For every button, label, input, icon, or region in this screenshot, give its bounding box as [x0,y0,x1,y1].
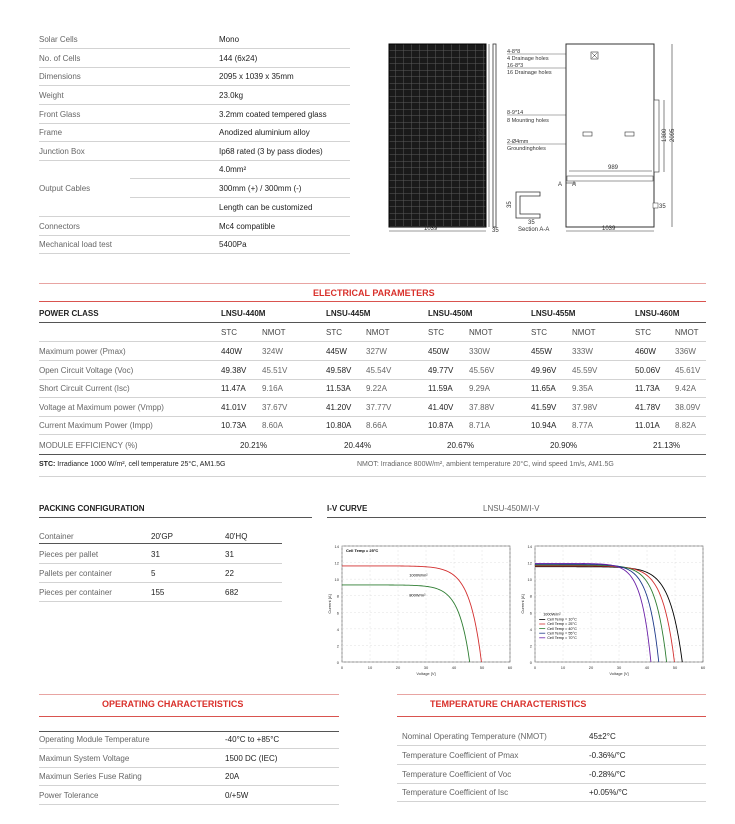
legend-entry: Cell Temp = 40°C [547,626,577,631]
mount-note: 8-9*14 [507,110,524,116]
iv-model: LNSU-450M/I-V [483,504,540,513]
electrical-row-label: Open Circuit Voltage (Voc) [39,366,134,375]
curve-label: 800W/m² [409,592,426,598]
mount-note: 8 Mounting holes [507,118,549,124]
back-width-label: 1039 [602,226,616,232]
divider [130,178,350,179]
stc-value: 49.58V [326,366,352,375]
packing-value: 682 [225,588,239,597]
y-tick-label: 14 [334,544,339,549]
divider [39,582,282,583]
nmot-value: 8.66A [366,421,387,430]
stc-value: 10.87A [428,421,454,430]
y-tick-label: 10 [527,577,532,583]
stc-value: 50.06V [635,366,661,375]
temperature-title: TEMPERATURE CHARACTERISTICS [430,699,587,709]
spec-value: 4.0mm² [219,165,247,174]
packing-header: 20'GP [151,532,173,541]
model-header: LNSU-460M [635,309,680,318]
y-tick-label: 12 [334,560,339,566]
efficiency-value: 20.21% [240,441,268,450]
nmot-value: 9.22A [366,384,387,393]
nmot-value: 37.98V [572,403,598,412]
operating-label: Maximun System Voltage [39,754,130,763]
power-class-label: POWER CLASS [39,309,99,318]
nmot-header: NMOT [366,328,390,337]
y-tick-label: 8 [336,593,339,599]
x-tick-label: 40 [451,665,457,670]
legend-entry: Cell Temp = 55°C [547,631,577,636]
spec-value: 3.2mm coated tempered glass [219,110,327,119]
stc-value: 41.59V [531,403,557,412]
temperature-value: +0.05%/°C [589,788,628,797]
iv-chart-irradiance [322,538,517,678]
stc-header: STC [635,328,651,337]
stc-header: STC [221,328,237,337]
divider [39,804,339,805]
stc-value: 41.20V [326,403,352,412]
y-axis-label: Current [A] [327,594,332,614]
stc-value: 41.01V [221,403,247,412]
stc-value: 11.53A [326,384,351,393]
nmot-value: 8.82A [675,421,696,430]
divider [39,123,350,124]
model-header: LNSU-445M [326,309,371,318]
operating-title: OPERATING CHARACTERISTICS [102,699,244,709]
front-view [389,44,486,227]
back-side-rail [654,100,659,172]
divider [39,476,706,477]
divider [39,360,706,361]
stc-value: 11.73A [635,384,660,393]
spec-label: No. of Cells [39,54,81,63]
frame-depth-label: 35 [492,228,499,234]
stc-value: 49.77V [428,366,454,375]
divider [39,322,706,323]
packing-label: Pieces per container [39,588,112,597]
stc-note-text: Irradiance 1000 W/m², cell temperature 25°C, AM1.5G [57,461,226,468]
packing-value: 22 [225,569,234,578]
y-tick-label: 0 [529,660,532,665]
chart-legend: Cell Temp = 25°C [346,548,379,553]
x-tick-label: 50 [672,665,678,670]
y-tick-label: 14 [527,544,532,549]
spec-label: Output Cables [39,184,91,193]
packing-value: 31 [151,550,160,559]
stc-value: 440W [221,347,242,356]
x-tick-label: 60 [700,665,706,670]
nmot-value: 45.54V [366,366,392,375]
nmot-header: NMOT [262,328,286,337]
spec-label: Front Glass [39,110,81,119]
divider [39,748,339,749]
x-tick-label: 60 [507,665,513,670]
ground-note: 2-Ø4mm [507,139,529,145]
electrical-row-label: Maximum power (Pmax) [39,347,126,356]
spec-label: Connectors [39,222,80,231]
operating-value: 0/+5W [225,791,249,800]
y-tick-label: 4 [336,626,339,632]
temperature-label: Temperature Coefficient of Isc [402,788,509,797]
x-tick-label: 40 [644,665,650,670]
ground-note: Groundingholes [507,146,546,152]
legend-title: 1000W/m² [543,612,561,617]
module-drawing [380,38,700,238]
x-tick-label: 50 [479,665,485,670]
nmot-value: 45.51V [262,366,288,375]
temperature-value: -0.28%/°C [589,770,626,779]
x-tick-label: 10 [367,665,373,670]
front-width-label: 1039 [424,226,438,232]
stc-value: 11.59A [428,384,453,393]
divider [39,454,706,455]
divider [39,379,706,380]
section-profile [516,192,540,218]
stc-header: STC [531,328,547,337]
back-crossbar [567,176,653,181]
nmot-value: 37.88V [469,403,495,412]
spec-value: Mc4 compatible [219,222,276,231]
nmot-value: 37.77V [366,403,392,412]
curve-label: 1000W/m² [409,572,428,578]
divider [39,341,706,342]
x-tick-label: 30 [423,665,429,670]
stc-value: 10.73A [221,421,247,430]
side-profile [493,44,496,227]
y-tick-label: 2 [529,643,532,649]
spec-value: 23.0kg [219,91,244,100]
y-tick-label: 6 [336,610,339,616]
spec-label: Mechanical load test [39,240,112,249]
section-dim-label: 35 [507,201,513,208]
spec-value: 2095 x 1039 x 35mm [219,72,294,81]
spec-value: Anodized aluminium alloy [219,128,310,137]
stc-value: 445W [326,347,347,356]
divider [39,785,339,786]
temperature-label: Temperature Coefficient of Voc [402,770,512,779]
operating-label: Power Tolerance [39,791,99,800]
spec-value: 5400Pa [219,240,247,249]
operating-label: Operating Module Temperature [39,735,150,744]
divider [39,543,282,544]
divider [39,731,339,732]
divider [397,801,706,802]
mounting-hole [625,132,634,136]
iv-title: I-V CURVE [327,504,368,513]
stc-value: 41.78V [635,403,661,412]
x-tick-label: 20 [588,665,594,670]
back-height-label: 2095 [670,128,676,142]
y-tick-label: 6 [529,610,532,616]
y-tick-label: 2 [336,643,339,649]
divider [130,197,350,198]
nmot-value: 9.29A [469,384,490,393]
y-tick-label: 10 [334,577,339,583]
operating-value: 20A [225,772,240,781]
back-inner-height-label: 1300 [662,128,668,142]
drain-note: 16-8*3 [507,63,524,69]
x-axis-label: Voltage [V] [609,671,629,676]
packing-header: 40'HQ [225,532,248,541]
mount-span-label: 989 [608,165,619,171]
y-tick-label: 8 [529,593,532,599]
section-title: ELECTRICAL PARAMETERS [313,288,435,298]
nmot-value: 336W [675,347,696,356]
divider [39,85,350,86]
front-height-label: 2095 [479,128,485,142]
x-tick-label: 10 [560,665,566,670]
back-view [566,44,654,227]
y-axis-label: Current [A] [520,594,525,614]
x-axis-label: Voltage [V] [416,671,436,676]
efficiency-value: 21.13% [653,441,681,450]
legend-entry: Cell Temp = 70°C [547,636,577,640]
section-mark: A [572,182,577,188]
iv-chart-temperature [515,538,710,678]
mounting-hole [583,132,592,136]
spec-label: Dimensions [39,72,81,81]
x-tick-label: 0 [340,665,344,670]
divider [39,253,350,254]
nmot-value: 9.42A [675,384,696,393]
divider [39,216,350,217]
stc-value: 460W [635,347,656,356]
nmot-value: 327W [366,347,387,356]
x-tick-label: 0 [533,665,537,670]
packing-header: Container [39,532,74,541]
divider [39,67,350,68]
stc-value: 49.38V [221,366,247,375]
divider [39,767,339,768]
divider [39,517,312,518]
nmot-value: 9.16A [262,384,283,393]
divider [39,694,339,695]
stc-value: 41.40V [428,403,454,412]
packing-value: 5 [151,569,156,578]
model-header: LNSU-440M [221,309,266,318]
nmot-value: 324W [262,347,283,356]
nmot-header: NMOT [675,328,699,337]
divider [397,745,706,746]
nmot-header: NMOT [572,328,596,337]
spec-value: 144 (6x24) [219,54,258,63]
packing-value: 31 [225,550,234,559]
electrical-row-label: Voltage at Maximum power (Vmpp) [39,403,164,412]
operating-value: 1500 DC (IEC) [225,754,278,763]
nmot-value: 8.71A [469,421,490,430]
packing-title: PACKING CONFIGURATION [39,504,145,513]
spec-value: Ip68 rated (3 by pass diodes) [219,147,323,156]
spec-label: Frame [39,128,63,137]
divider [39,301,706,302]
stc-value: 11.47A [221,384,246,393]
temperature-value: -0.36%/°C [589,751,626,760]
stc-value: 450W [428,347,449,356]
spec-value: Mono [219,35,240,44]
nmot-header: NMOT [469,328,493,337]
section-dim-label: 35 [528,220,535,226]
section-label: Section A-A [518,227,550,233]
nmot-value: 38.09V [675,403,701,412]
stc-value: 10.94A [531,421,557,430]
stc-note [39,461,225,468]
temperature-label: Nominal Operating Temperature (NMOT) [402,732,547,741]
temperature-value: 45±2°C [589,732,616,741]
electrical-row-label: Current Maximum Power (Impp) [39,421,153,430]
stc-note-prefix: STC: [39,461,56,468]
drain-note: 4 Drainage holes [507,56,549,62]
divider [397,783,706,784]
temperature-label: Temperature Coefficient of Pmax [402,751,519,760]
efficiency-value: 20.90% [550,441,578,450]
y-tick-label: 4 [529,626,532,632]
stc-header: STC [326,328,342,337]
divider [39,601,282,602]
divider [39,141,350,142]
model-header: LNSU-450M [428,309,473,318]
stc-value: 455W [531,347,552,356]
nmot-value: 45.61V [675,366,701,375]
nmot-value: 8.77A [572,421,593,430]
divider [39,235,350,236]
x-tick-label: 20 [395,665,401,670]
divider [39,160,350,161]
efficiency-value: 20.67% [447,441,475,450]
nmot-value: 45.56V [469,366,495,375]
frame-depth-label: 35 [659,204,666,210]
nmot-value: 330W [469,347,490,356]
operating-value: -40°C to +85°C [225,735,280,744]
nmot-value: 8.60A [262,421,283,430]
legend-entry: Cell Temp = 25°C [547,622,577,627]
divider [39,48,350,49]
divider [39,434,706,435]
divider [39,563,282,564]
spec-value: 300mm (+) / 300mm (-) [219,184,302,193]
operating-label: Maximun Series Fuse Rating [39,772,142,781]
divider [397,764,706,765]
packing-value: 155 [151,588,165,597]
drain-note: 16 Drainage holes [507,70,552,76]
stc-value: 11.65A [531,384,556,393]
nmot-value: 45.59V [572,366,598,375]
efficiency-label: MODULE EFFICIENCY (%) [39,441,138,450]
divider [397,716,706,717]
nmot-value: 9.35A [572,384,593,393]
nmot-value: 333W [572,347,593,356]
nmot-value: 37.67V [262,403,288,412]
y-tick-label: 12 [527,560,532,566]
x-tick-label: 30 [616,665,622,670]
drain-note: 4-8*8 [507,49,521,55]
divider [39,283,706,284]
y-tick-label: 0 [336,660,339,665]
stc-value: 11.01A [635,421,660,430]
efficiency-value: 20.44% [344,441,372,450]
packing-label: Pieces per pallet [39,550,99,559]
spec-label: Solar Cells [39,35,78,44]
electrical-row-label: Short Circuit Current (Isc) [39,384,130,393]
nmot-note: NMOT: Irradiance 800W/m², ambient temperature 20°C, wind speed 1m/s, AM1.5G [357,461,614,468]
legend-entry: Cell Temp = 10°C [547,617,577,622]
divider [39,716,339,717]
divider [397,694,706,695]
stc-header: STC [428,328,444,337]
divider [39,416,706,417]
spec-label: Weight [39,91,64,100]
divider [327,517,706,518]
packing-label: Pallets per container [39,569,112,578]
stc-value: 10.80A [326,421,352,430]
stc-value: 49.96V [531,366,557,375]
divider [39,397,706,398]
divider [39,104,350,105]
model-header: LNSU-455M [531,309,576,318]
spec-label: Junction Box [39,147,85,156]
section-mark: A [558,182,563,188]
spec-value: Length can be customized [219,203,313,212]
